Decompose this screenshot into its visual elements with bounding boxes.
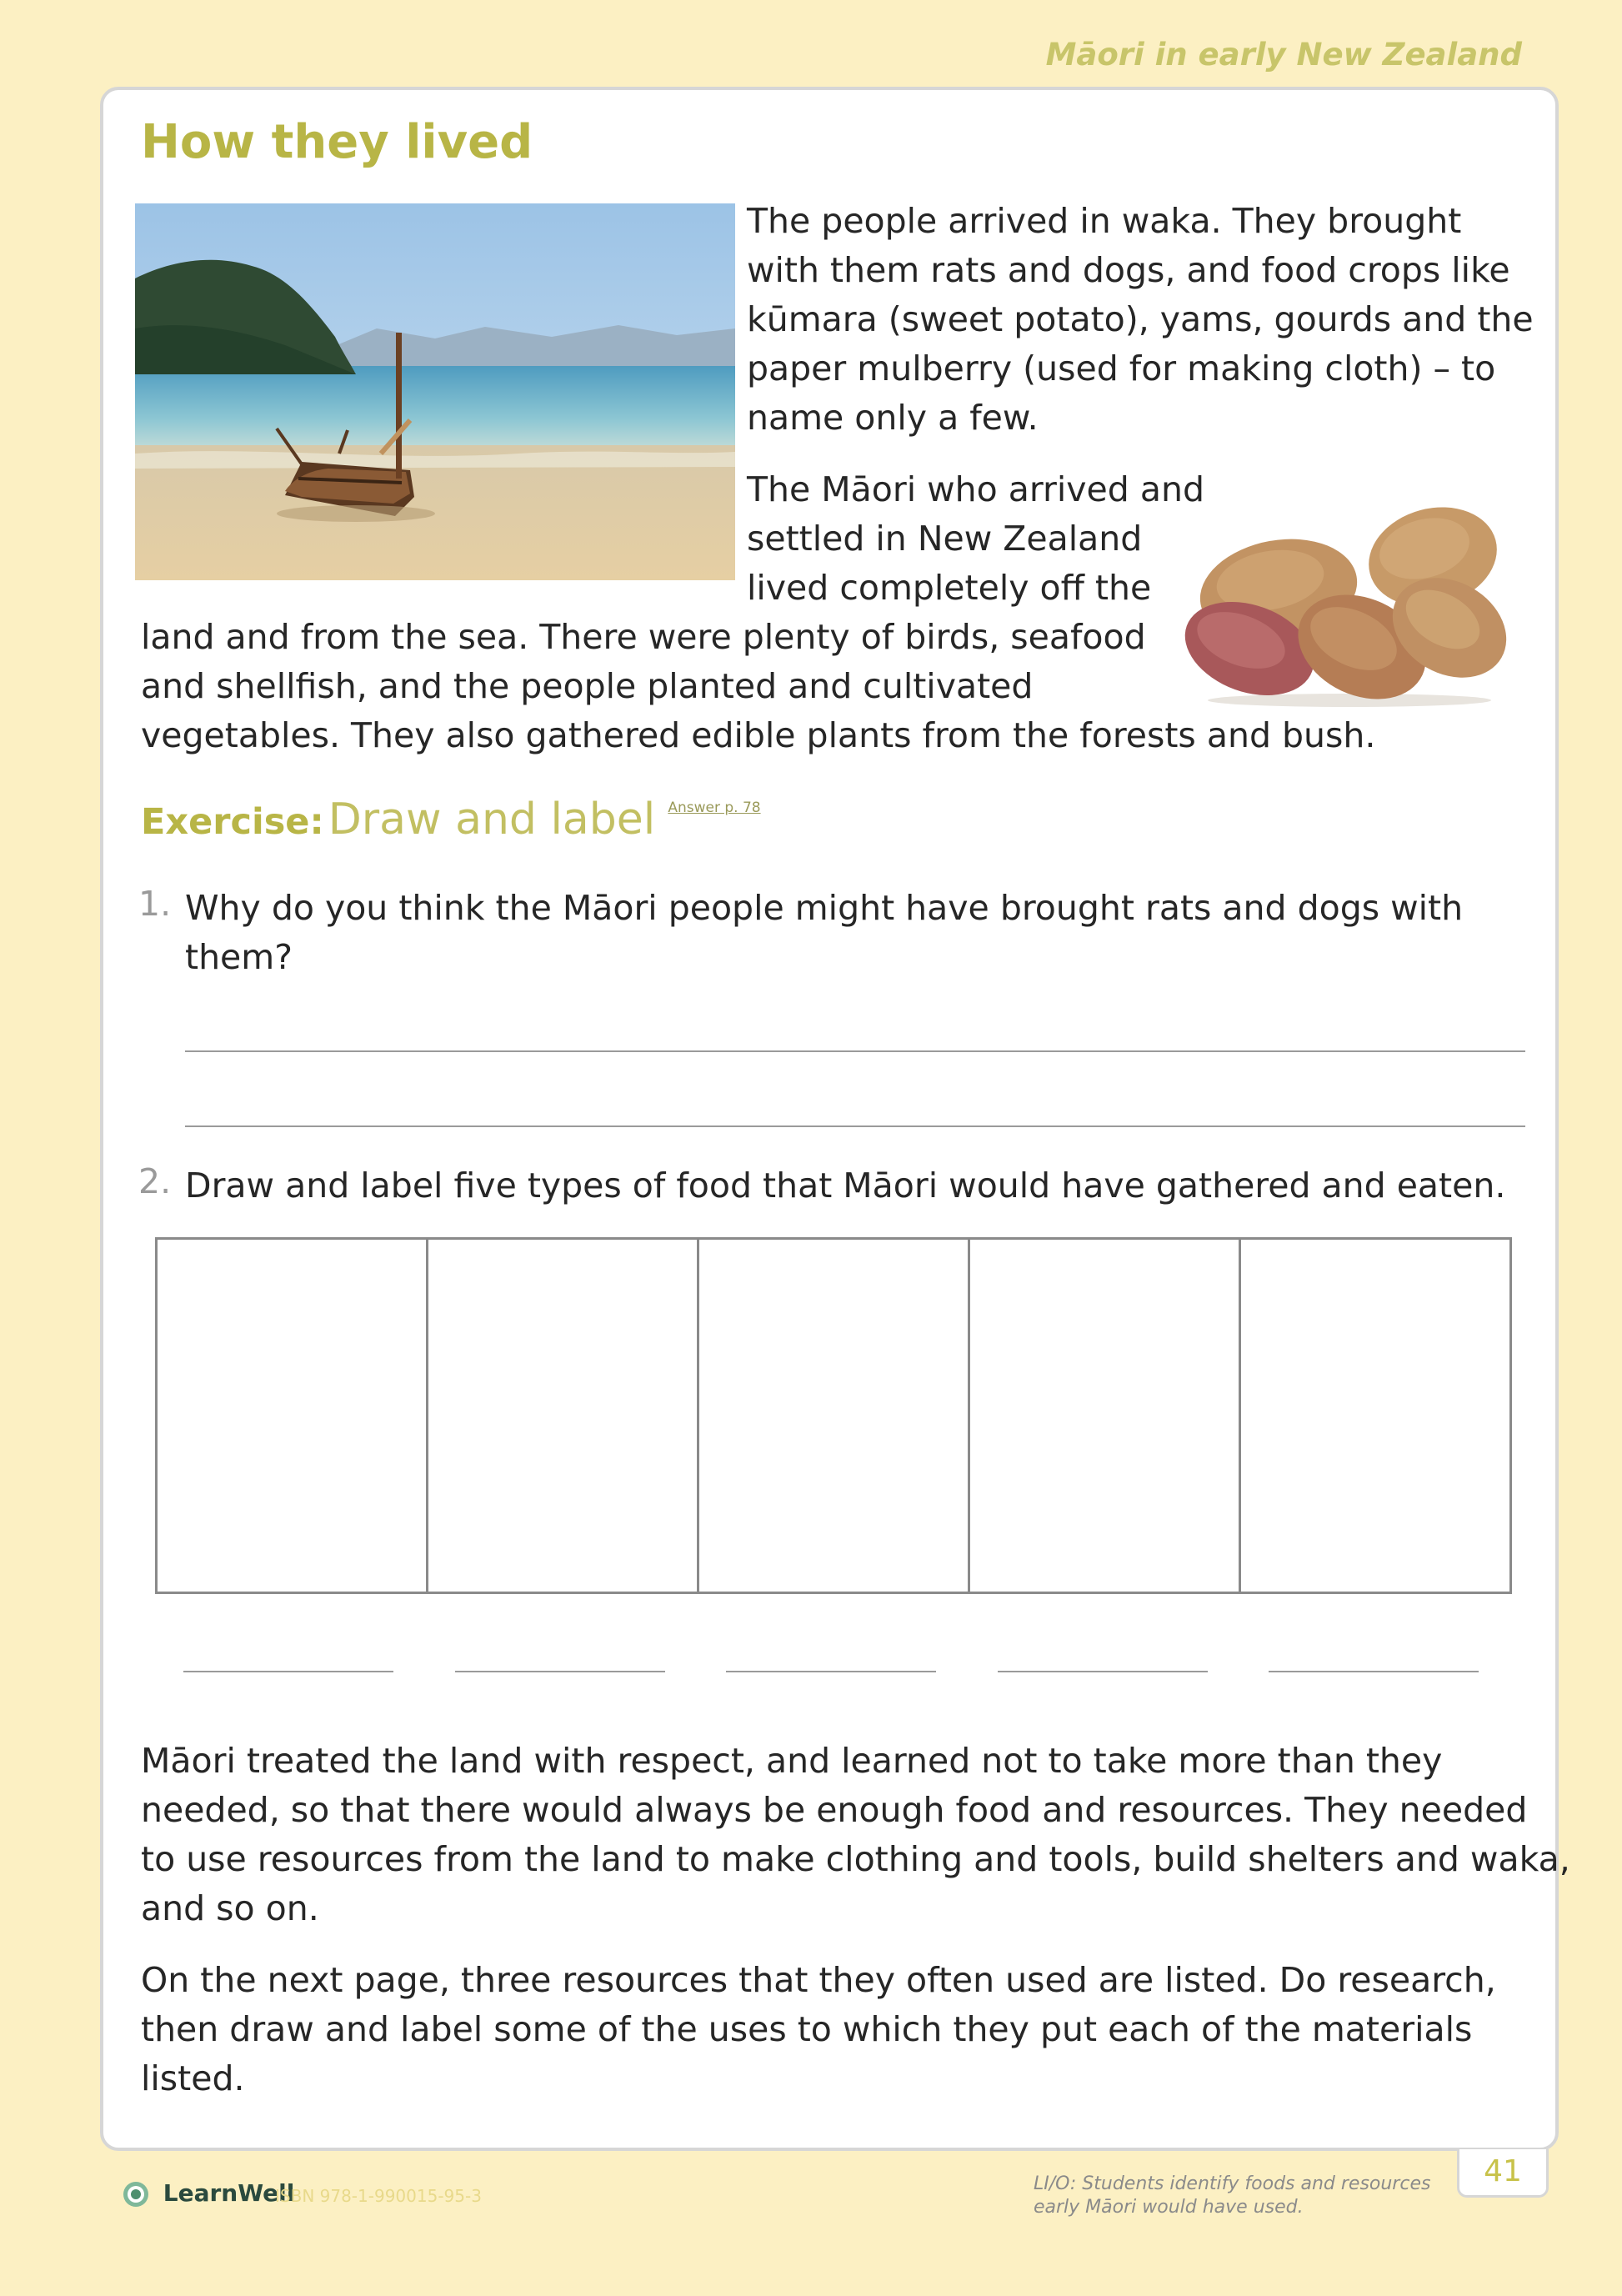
drawing-box[interactable]	[699, 1240, 970, 1592]
text-line: paper mulberry (used for making cloth) – to	[747, 348, 1496, 389]
answer-reference-link[interactable]: Answer p. 78	[668, 800, 761, 816]
question-1-text	[185, 884, 1463, 982]
closing-paragraph-2	[141, 1956, 1496, 2103]
text-line: The Māori who arrived and	[747, 469, 1204, 509]
drawing-grid	[155, 1237, 1512, 1594]
label-line[interactable]	[998, 1671, 1208, 1672]
waka-beach-photo	[135, 203, 735, 580]
page-number: 41	[1457, 2149, 1549, 2198]
intro-paragraph	[747, 197, 1534, 443]
label-line[interactable]	[1269, 1671, 1479, 1672]
text-line: and shellfish, and the people planted and cultivated	[141, 666, 1034, 706]
learnwell-swirl-icon	[122, 2180, 150, 2208]
text-line: listed.	[141, 2058, 245, 2098]
second-paragraph-top	[747, 465, 1204, 613]
text-line: Māori treated the land with respect, and learned not to take more than they	[141, 1741, 1443, 1781]
text-line: lived completely off the	[747, 568, 1152, 608]
question-2-number: 2.	[138, 1161, 172, 1201]
label-line[interactable]	[726, 1671, 936, 1672]
kumara-photo	[1174, 482, 1516, 707]
text-line: then draw and label some of the uses to which they put each of the materials	[141, 2009, 1473, 2049]
drawing-box[interactable]	[1241, 1240, 1509, 1592]
drawing-box[interactable]	[158, 1240, 428, 1592]
text-line: them?	[185, 937, 293, 977]
text-line: settled in New Zealand	[747, 519, 1143, 559]
answer-line-1[interactable]	[185, 1050, 1525, 1052]
text-line: Why do you think the Māori people might have brought rats and dogs with	[185, 888, 1464, 928]
exercise-title: Draw and label	[328, 795, 656, 845]
exercise-label: Exercise:	[141, 801, 324, 843]
drawing-box[interactable]	[428, 1240, 699, 1592]
question-1-number: 1.	[138, 884, 172, 924]
text-line: early Māori would have used.	[1034, 2197, 1304, 2218]
text-line: needed, so that there would always be enough food and resources. They needed	[141, 1790, 1528, 1830]
answer-line-2[interactable]	[185, 1125, 1525, 1127]
text-line: land and from the sea. There were plenty of birds, seafood	[141, 617, 1146, 657]
text-line: The people arrived in waka. They brought	[747, 201, 1462, 241]
text-line: On the next page, three resources that they often used are listed. Do research,	[141, 1960, 1496, 2000]
text-line: name only a few.	[747, 398, 1039, 438]
exercise-heading	[141, 795, 761, 845]
closing-paragraph-1	[141, 1737, 1570, 1933]
text-line: to use resources from the land to make clothing and tools, build shelters and waka,	[141, 1839, 1570, 1879]
text-line: with them rats and dogs, and food crops like	[747, 250, 1510, 290]
question-2-text: Draw and label five types of food that Māori would have gathered and eaten.	[185, 1166, 1506, 1206]
drawing-box[interactable]	[970, 1240, 1241, 1592]
section-title: How they lived	[141, 115, 533, 169]
text-line: LI/O: Students identify foods and resources	[1034, 2173, 1431, 2194]
text-line: vegetables. They also gathered edible plants from the forests and bush.	[141, 715, 1376, 755]
label-line[interactable]	[183, 1671, 393, 1672]
label-line[interactable]	[455, 1671, 665, 1672]
isbn-text: ISBN 978-1-990015-95-3	[275, 2186, 482, 2206]
learnwell-logo	[122, 2179, 294, 2208]
text-line: kūmara (sweet potato), yams, gourds and the	[747, 299, 1534, 339]
text-line: and so on.	[141, 1888, 319, 1928]
running-header: Māori in early New Zealand	[1045, 37, 1522, 73]
content-card	[100, 87, 1570, 2151]
brand-name: LearnWell	[163, 2179, 295, 2207]
learning-intention	[1034, 2173, 1430, 2219]
